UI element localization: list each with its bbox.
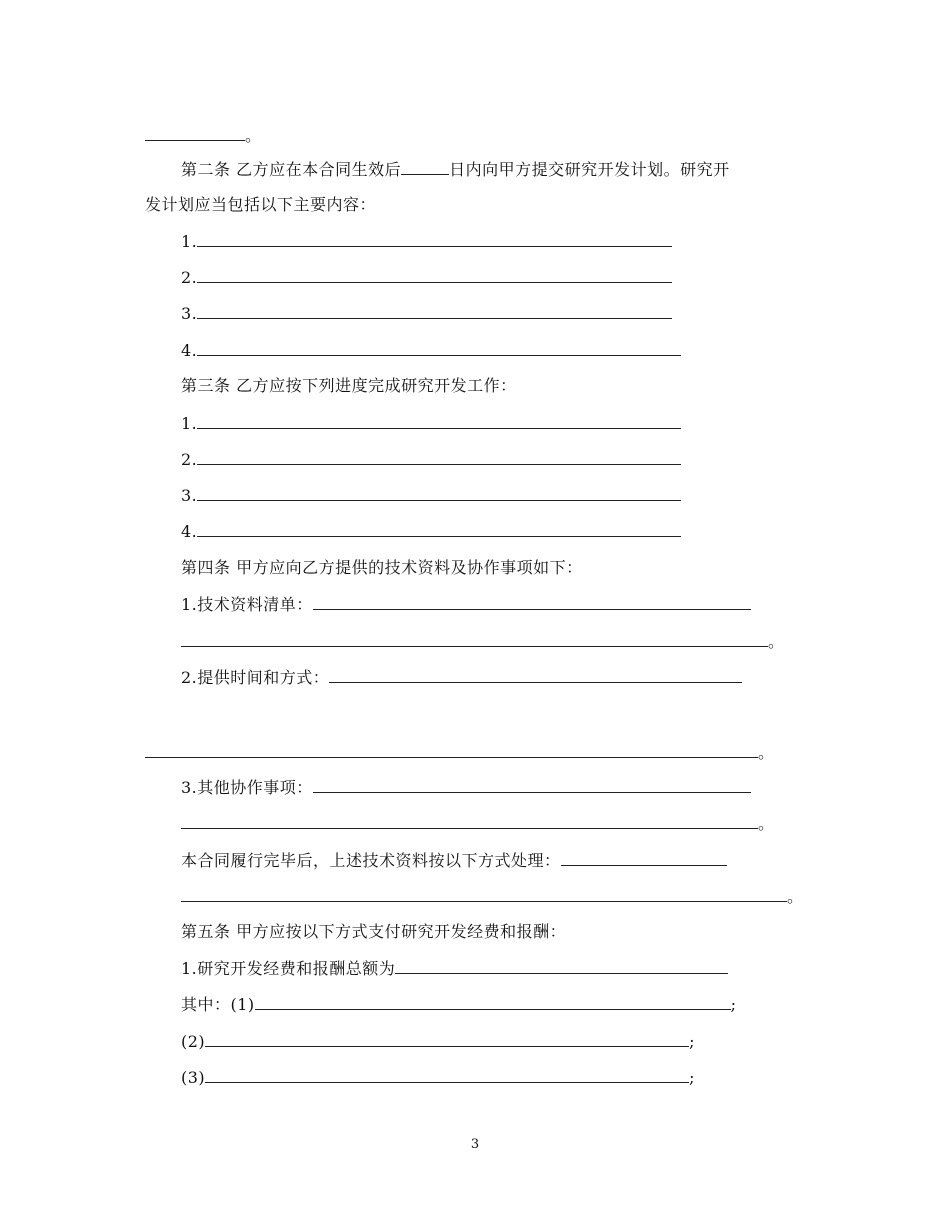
total-line xyxy=(181,957,728,980)
fill-blank[interactable] xyxy=(205,1030,689,1047)
fill-blank[interactable] xyxy=(197,484,681,501)
provide-label: 2.提供时间和方式： xyxy=(181,668,330,687)
top-tail-line xyxy=(145,124,262,147)
fill-blank[interactable] xyxy=(145,124,245,141)
article-2-text-a: 第二条 乙方应在本合同生效后 xyxy=(181,160,402,179)
article-2-item-2 xyxy=(181,266,672,289)
item-number: 4. xyxy=(181,341,198,360)
fill-blank[interactable] xyxy=(197,339,681,356)
other-label: 3.其他协作事项： xyxy=(181,778,313,797)
article-2-line-1 xyxy=(181,158,730,181)
fill-blank[interactable] xyxy=(197,520,681,537)
fill-blank[interactable] xyxy=(181,630,768,647)
punctuation: ; xyxy=(730,995,737,1014)
other-continuation xyxy=(181,812,775,835)
fill-blank[interactable] xyxy=(197,412,681,429)
article-2-item-1 xyxy=(181,230,672,253)
fill-blank[interactable] xyxy=(313,776,751,793)
of-which-line xyxy=(181,993,737,1016)
article-2-text-c: 发计划应当包括以下主要内容： xyxy=(145,195,377,214)
tech-list-line xyxy=(181,593,751,616)
article-4-text: 第四条 甲方应向乙方提供的技术资料及协作事项如下： xyxy=(181,558,583,577)
article-3-item-3 xyxy=(181,484,681,507)
fill-blank[interactable] xyxy=(181,812,758,829)
article-2-line-2 xyxy=(145,194,376,216)
item-3-line xyxy=(181,1066,695,1089)
item-number: 3. xyxy=(181,304,198,323)
fill-blank[interactable] xyxy=(395,957,728,974)
fill-blank[interactable] xyxy=(181,885,787,902)
article-3-item-2 xyxy=(181,448,681,471)
fill-blank[interactable] xyxy=(329,666,742,683)
tech-list-label: 1.技术资料清单： xyxy=(181,595,313,614)
item-3-label: (3) xyxy=(181,1068,206,1087)
provide-line xyxy=(181,666,742,689)
article-5-text: 第五条 甲方应按以下方式支付研究开发经费和报酬： xyxy=(181,922,567,941)
article-3-item-1 xyxy=(181,412,681,435)
article-2-item-4 xyxy=(181,339,681,362)
item-number: 3. xyxy=(181,486,198,505)
fill-blank[interactable] xyxy=(145,741,758,758)
article-5-title xyxy=(181,921,566,943)
item-number: 4. xyxy=(181,522,198,541)
page-number: 3 xyxy=(470,1137,480,1152)
item-number: 1. xyxy=(181,414,198,433)
days-blank[interactable] xyxy=(401,158,449,175)
punctuation: 。 xyxy=(245,126,262,145)
fill-blank[interactable] xyxy=(255,993,731,1010)
provide-continuation xyxy=(145,741,775,764)
article-3-text: 第三条 乙方应按下列进度完成研究开发工作： xyxy=(181,376,517,395)
article-2-item-3 xyxy=(181,302,672,325)
punctuation: ; xyxy=(689,1032,696,1051)
item-number: 2. xyxy=(181,450,198,469)
punctuation: 。 xyxy=(758,743,775,762)
item-number: 1. xyxy=(181,232,198,251)
fill-blank[interactable] xyxy=(313,593,751,610)
article-3-title xyxy=(181,375,517,397)
total-label: 1.研究开发经费和报酬总额为 xyxy=(181,959,396,978)
fill-blank[interactable] xyxy=(205,1066,689,1083)
of-which-label: 其中：(1) xyxy=(181,995,255,1014)
article-4-title xyxy=(181,557,583,579)
article-3-item-4 xyxy=(181,520,681,543)
punctuation: 。 xyxy=(787,887,804,906)
after-line xyxy=(181,849,727,872)
tech-list-continuation xyxy=(181,630,785,653)
fill-blank[interactable] xyxy=(197,448,681,465)
punctuation: 。 xyxy=(758,814,775,833)
fill-blank[interactable] xyxy=(197,266,672,283)
item-2-line xyxy=(181,1030,695,1053)
punctuation: ; xyxy=(689,1068,696,1087)
punctuation: 。 xyxy=(768,632,785,651)
article-2-text-b: 日内向甲方提交研究开发计划。研究开 xyxy=(449,160,730,179)
fill-blank[interactable] xyxy=(197,302,672,319)
fill-blank[interactable] xyxy=(197,230,672,247)
item-number: 2. xyxy=(181,268,198,287)
fill-blank[interactable] xyxy=(561,849,727,866)
item-2-label: (2) xyxy=(181,1032,206,1051)
after-label: 本合同履行完毕后，上述技术资料按以下方式处理： xyxy=(181,851,561,870)
after-continuation xyxy=(181,885,804,908)
other-line xyxy=(181,776,751,799)
